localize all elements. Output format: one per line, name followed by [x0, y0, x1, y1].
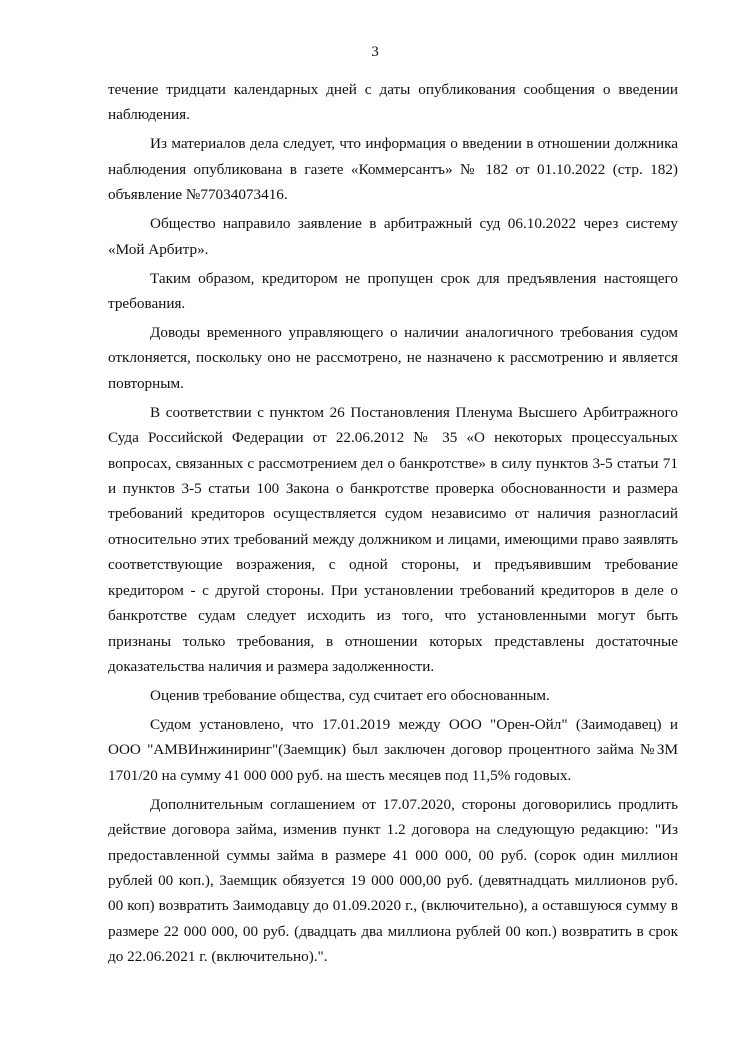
paragraph-court-assessment: Оценив требование общества, суд считает его обоснованным.	[150, 686, 550, 704]
document-body	[108, 77, 678, 973]
paragraph-manager-objection: Доводы временного управляющего о наличии аналогичного требования судом отклоняется, поскольку оно не рассмотрено, не назначено к рассмотрению и является повторным.	[108, 324, 678, 392]
paragraph-publication-evidence: Из материалов дела следует, что информация о введении в отношении должника наблюдения опубликована в газете «Коммерсантъ» № 182 от 01.10.2022 (стр. 182) объявление №77034073416.	[108, 135, 678, 204]
paragraph-supplementary-agreement: Дополнительным соглашением от 17.07.2020, стороны договорились продлить действие договора займа, изменив пункт 1.2 договора на следующую редакцию: "Из предоставленной суммы займа в размере 41 000 000, 00 руб. (сорок один миллион рублей 00 коп.), Заемщик обязуется 19 000 000,00 руб. (девятнадцать миллионов руб. 00 коп) возвратить Заимодавцу до 01.09.2020 г., (включительно), а оставшуюся сумму в размере 22 000 000, 00 руб. (двадцать два миллиона рублей 00 коп.) возвратить в срок до 22.06.2021 г. (включительно).".	[108, 795, 678, 966]
paragraph-loan-agreement: Судом установлено, что 17.01.2019 между ООО "Орен-Ойл" (Заимодавец) и ООО "АМВИнжиниринг"(Заемщик) был заключен договор процентного займа №ЗМ 1701/20 на сумму 41 000 000 руб. на шесть месяцев под 11,5% годовых.	[108, 715, 678, 784]
paragraph-deadline-conclusion: Таким образом, кредитором не пропущен срок для предъявления настоящего требования.	[108, 269, 678, 313]
paragraph-publication-deadline: течение тридцати календарных дней с даты опубликования сообщения о введении наблюдения.	[108, 81, 678, 124]
page-number: 3	[371, 44, 379, 60]
paragraph-legal-basis: В соответствии с пунктом 26 Постановления Пленума Высшего Арбитражного Суда Российской Федерации от 22.06.2012 № 35 «О некоторых процессуальных вопросах, связанных с рассмотрением дел о банкротстве» в силу пунктов 3-5 статьи 71 и пунктов 3-5 статьи 100 Закона о банкротстве проверка обоснованности и размера требований кредиторов осуществляется судом независимо от наличия разногласий относительно этих требований между должником и лицами, имеющими право заявлять соответствующие возражения, с одной стороны, и предъявившим требование кредитором - с другой стороны. При установлении требований кредиторов в деле о банкротстве судам следует исходить из того, что установленными могут быть признаны только требования, в отношении которых представлены достаточные доказательства наличия и размера задолженности.	[108, 403, 678, 675]
paragraph-filing-date: Общество направило заявление в арбитражный суд 06.10.2022 через систему «Мой Арбитр».	[108, 215, 678, 258]
